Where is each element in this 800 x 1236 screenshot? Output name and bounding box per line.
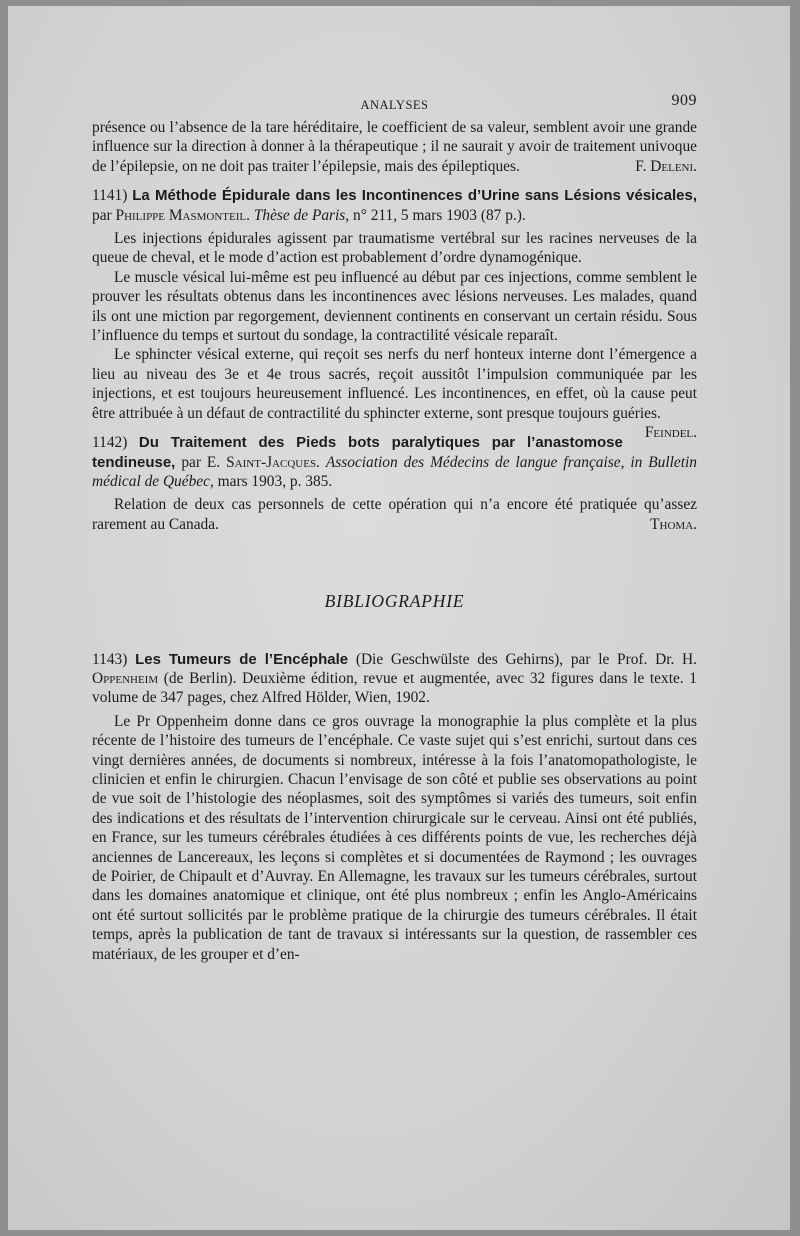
entry-1141-details: n° 211, 5 mars 1903 (87 p.).	[353, 206, 526, 224]
entry-1142-title: Du Traitement des Pieds bots paralytiques par l’anastomose tendineuse,	[92, 434, 623, 471]
section-title-bibliographie: BIBLIOGRAPHIE	[324, 591, 465, 612]
page-header	[92, 90, 697, 118]
entry-1143-paragraph: Le Pr Oppenheim donne dans ce gros ouvrage la monographie la plus complète et la plus récente de l’histoire des tumeurs de l’encéphale. Ce vaste sujet qui s’est enrichi, surtout dans ces vingt dernières années, de documents si nombreux, intéresse à la fois l’anatomopathologiste, le clinicien et enfin le chirurgien. Chacun l’envisage de son côté et publie ses observations au point de vue soit de l’histologie des néoplasmes, soit des symptômes si variés des tumeurs, soit enfin des indications et des résultats de l’intervention chirurgicale sur le cerveau. Ainsi ont été publiés, en France, sur les tumeurs cérébrales étudiées à ces différents points de vue, les recherches déjà anciennes de Lancereaux, les leçons si complètes et si documentées de Raymond ; les ouvrages de Poirier, de Chipault et d’Auvray. En Allemagne, les travaux sur les tumeurs cérébrales, surtout dans les domaines anatomique et clinique, ont été plus nombreux ; enfin les Anglo-Américains ont été surtout sollicités par le problème pratique de la chirurgie des tumeurs cérébrales. Il était temps, après la publication de tant de travaux si intéressants sur la question, de rassembler ces matériaux, de les grouper et d’en-	[92, 712, 697, 963]
entry-1142-details: mars 1903, p. 385.	[217, 472, 333, 490]
entry-1143-details-a: (Die Geschwülste des Gehirns), par le Prof. Dr. H.	[355, 650, 697, 668]
entry-1143-details-b: (de Berlin). Deuxième édition, revue et augmentée, avec 32 figures dans le texte. 1 volume de 347 pages, chez Alfred Hölder, Wien, 1902.	[92, 669, 697, 707]
entry-1142-author: Saint-Jacques.	[226, 453, 320, 471]
intro-signature: F. Deleni.	[635, 157, 697, 175]
entry-1142-signature: Thoma.	[650, 515, 697, 533]
intro-paragraph: présence ou l’absence de la tare héréditaire, le coefficient de sa valeur, semblent avoir une grande influence sur la direction à donner à la thérapeutique ; il ne saurait y avoir de traitement univoque de l’épilepsie, on ne doit pas traiter l’épilepsie, mais des épileptiques. F. Deleni.	[92, 119, 697, 175]
entry-1141-title: La Méthode Épidurale dans les Incontinences d’Urine sans Lésions vésicales,	[132, 187, 697, 205]
text-block	[92, 90, 697, 964]
entry-1141-source: Thèse de Paris,	[253, 206, 350, 224]
entry-1143-title: Les Tumeurs de l’Encéphale	[135, 650, 349, 668]
entry-1143-number: 1143)	[92, 650, 128, 668]
entry-1142-by: par E.	[181, 453, 221, 471]
entry-1141-paragraph-3: Le sphincter vésical externe, qui reçoit ses nerfs du nerf honteux interne dont l’émergence a lieu au niveau des 3e et 4e trous sacrés, reçoit aussitôt l’impulsion communiquée par les injections, et est toujours heureusement influencé. Les incontinences, en effet, où la cause peut être attribuée à un défaut de contractilité du sphincter externe, sont presque toujours guéries. Feindel.	[92, 346, 697, 442]
entry-1142-source: Association des Médecins de langue française, in Bulletin médical de Québec,	[92, 453, 698, 490]
entry-1141-paragraph-2: Le muscle vésical lui-même est peu influencé au début par ces injections, comme semblent le prouver les résultats obtenus dans les incontinences avec lésions nerveuses. Les malades, quand ils ont une miction par regorgement, deviennent continents en conservant un certain résidu. Sous l’influence du temps et surtout du sondage, la contractilité vésicale reparaît.	[92, 268, 697, 345]
entry-1141-by: par	[92, 206, 112, 224]
entry-1142-paragraph: Relation de deux cas personnels de cette opération qui n’a encore été pratiquée qu’assez rarement au Canada. Thoma.	[92, 496, 697, 533]
entry-1141-signature: Feindel.	[644, 424, 697, 442]
entry-1141-paragraph-1: Les injections épidurales agissent par traumatisme vertébral sur les racines nerveuses de la queue de cheval, et le mode d’action est probablement d’ordre dynamogénique.	[92, 230, 697, 267]
page-number: 909	[671, 92, 697, 109]
running-head: ANALYSES	[360, 98, 429, 112]
entry-1142-heading	[92, 433, 697, 491]
entry-1143-heading	[92, 650, 697, 708]
entry-1141-heading	[92, 186, 697, 225]
scanned-page	[8, 6, 790, 1230]
entry-1141-author: Philippe Masmonteil.	[115, 206, 250, 224]
entry-1143-author: Oppenheim	[92, 669, 159, 687]
entry-1141-number: 1141)	[92, 187, 128, 205]
entry-1142-number: 1142)	[92, 434, 128, 452]
